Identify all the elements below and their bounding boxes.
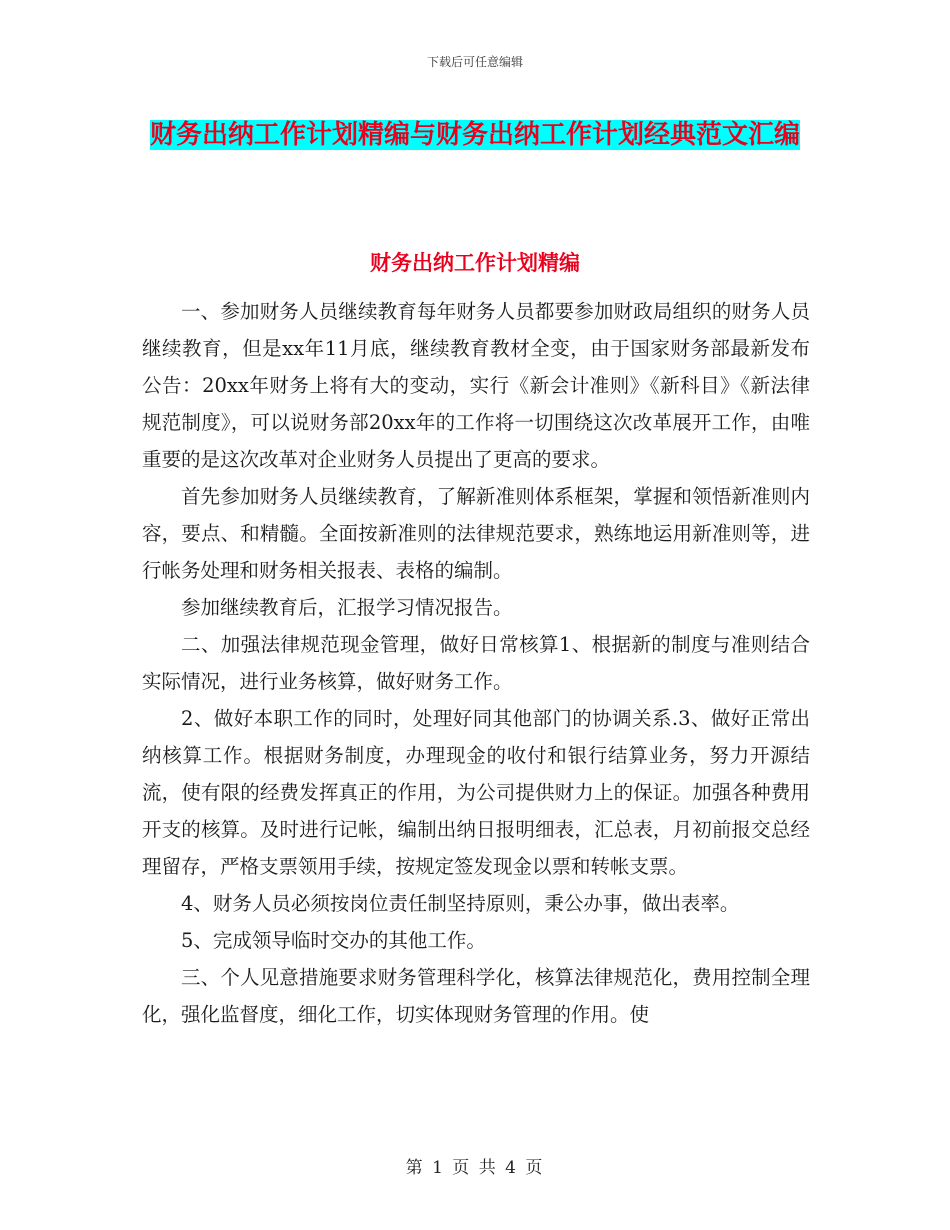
paragraph: 二、加强法律规范现金管理，做好日常核算1、根据新的制度与准则结合实际情况，进行业务核算，做好财务工作。 <box>142 633 810 693</box>
header-note: 下载后可任意编辑 <box>426 55 523 69</box>
section-title: 财务出纳工作计划精编 <box>370 251 580 275</box>
paragraph: 一、参加财务人员继续教育每年财务人员都要参加财政局组织的财务人员继续教育，但是xx年11月底，继续教育教材全变，由于国家财务部最新发布公告：20xx年财务上将有大的变动，实行《新会计准则》《新科目》《新法律规范制度》，可以说财务部20xx年的工作将一切围绕这次改革展开工作，由唯重要的是这次改革对企业财务人员提出了更高的要求。 <box>142 300 810 471</box>
document-title: 财务出纳工作计划精编与财务出纳工作计划经典范文汇编 <box>149 120 800 150</box>
paragraph: 三、个人见意措施要求财务管理科学化，核算法律规范化，费用控制全理化，强化监督度，细化工作，切实体现财务管理的作用。使 <box>142 966 810 1026</box>
paragraph: 4、财务人员必须按岗位责任制坚持原则，秉公办事，做出表率。 <box>181 892 740 915</box>
document-body <box>142 293 810 1033</box>
title-block <box>140 112 810 158</box>
paragraph: 2、做好本职工作的同时，处理好同其他部门的协调关系.3、做好正常出纳核算工作。根据财务制度，办理现金的收付和银行结算业务，努力开源结流，使有限的经费发挥真正的作用，为公司提供财力上的保证。加强各种费用开支的核算。及时进行记帐，编制出纳日报明细表，汇总表，月初前报交总经理留存，严格支票领用手续，按规定签发现金以票和转帐支票。 <box>142 707 810 878</box>
paragraph: 首先参加财务人员继续教育，了解新准则体系框架，掌握和领悟新准则内容，要点、和精髓。全面按新准则的法律规范要求，熟练地运用新准则等，进行帐务处理和财务相关报表、表格的编制。 <box>142 485 810 582</box>
paragraph: 参加继续教育后，汇报学习情况报告。 <box>181 596 513 619</box>
paragraph: 5、完成领导临时交办的其他工作。 <box>181 929 486 952</box>
page-number-footer: 第 1 页 共 4 页 <box>405 1158 545 1178</box>
